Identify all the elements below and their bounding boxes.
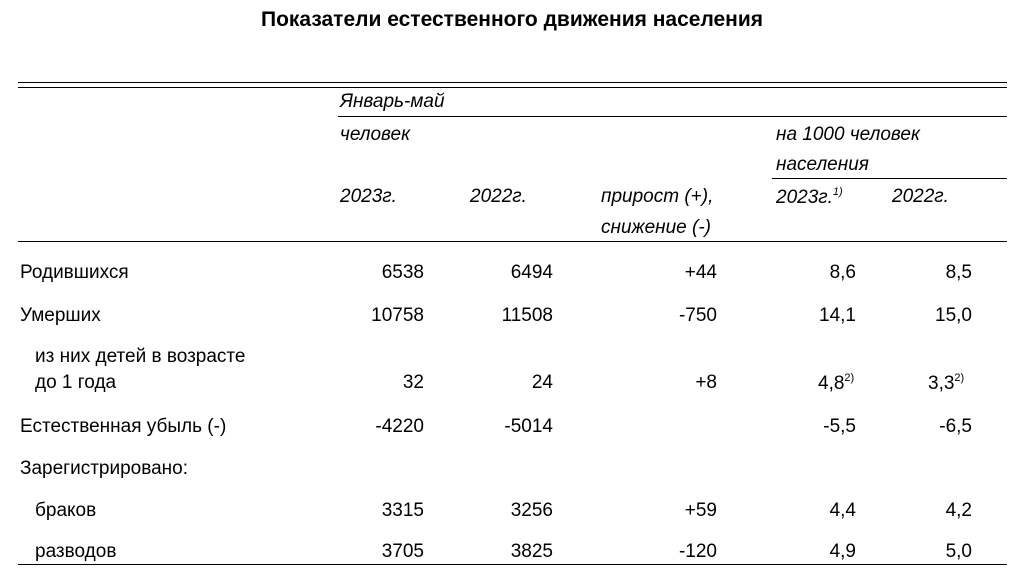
cell-v2023: -4220 bbox=[375, 416, 424, 437]
footnote-2-marker: 2) bbox=[954, 372, 965, 384]
cell-r2022: 5,0 bbox=[945, 541, 972, 562]
header-col-rate-2023: 2023г.$^{1)}$ bbox=[776, 186, 843, 208]
footnote-1-marker: 1) bbox=[832, 186, 843, 198]
cell-v2023: 10758 bbox=[371, 305, 424, 326]
cell-v2023: 6538 bbox=[381, 262, 424, 283]
cell-v2022: 24 bbox=[531, 372, 553, 393]
cell-v2023: 3705 bbox=[381, 541, 424, 562]
cell-change: +44 bbox=[684, 262, 717, 283]
cell-v2023: 3315 bbox=[381, 500, 424, 521]
cell-r2022: 15,0 bbox=[935, 305, 972, 326]
header-unit-per1000-1: на 1000 человек bbox=[776, 124, 920, 145]
cell-v2022: 3256 bbox=[510, 500, 553, 521]
top-double-rule bbox=[18, 82, 1007, 88]
section-label: Зарегистрировано: bbox=[20, 458, 189, 479]
header-col-rate-2022: 2022г. bbox=[892, 186, 949, 207]
cell-r2023: -5,5 bbox=[823, 416, 856, 437]
header-col-change-2: снижение (-) bbox=[601, 217, 712, 238]
header-col-2023: 2023г. bbox=[340, 186, 397, 207]
cell-change: +8 bbox=[695, 372, 717, 393]
row-label: браков bbox=[35, 500, 97, 521]
cell-v2023: 32 bbox=[402, 372, 424, 393]
period-rule bbox=[338, 116, 1007, 117]
row-label: Родившихся bbox=[20, 262, 129, 283]
cell-r2023: 4,4 bbox=[829, 500, 856, 521]
header-bottom-rule bbox=[18, 241, 1007, 242]
cell-r2023: 4,9 bbox=[829, 541, 856, 562]
header-col-2022: 2022г. bbox=[470, 186, 527, 207]
cell-change: -120 bbox=[678, 541, 717, 562]
header-col-change-1: прирост (+), bbox=[601, 186, 714, 207]
cell-change: +59 bbox=[684, 500, 717, 521]
row-label: Естественная убыль (-) bbox=[20, 416, 227, 437]
page-title: Показатели естественного движения населения bbox=[260, 8, 764, 31]
row-label-line2: до 1 года bbox=[35, 372, 117, 393]
footnote-2-marker: 2) bbox=[844, 372, 855, 384]
cell-r2022: 3,3$^{2)}$ bbox=[928, 372, 965, 394]
rate-rule bbox=[772, 178, 1007, 179]
cell-v2022: -5014 bbox=[504, 416, 553, 437]
row-label: Умерших bbox=[20, 305, 101, 326]
cell-v2022: 11508 bbox=[501, 305, 553, 326]
cell-r2023: 14,1 bbox=[819, 305, 856, 326]
cell-v2022: 3825 bbox=[510, 541, 553, 562]
cell-v2022: 6494 bbox=[510, 262, 553, 283]
cell-r2022: 4,2 bbox=[945, 500, 972, 521]
header-period: Январь-май bbox=[340, 91, 445, 112]
header-unit-people: человек bbox=[340, 124, 411, 145]
row-label: разводов bbox=[35, 541, 117, 562]
cell-r2023: 4,8$^{2)}$ bbox=[818, 372, 855, 394]
cell-change: -750 bbox=[678, 305, 717, 326]
cell-r2022: -6,5 bbox=[939, 416, 972, 437]
cell-r2023: 8,6 bbox=[829, 262, 856, 283]
row-label-line1: из них детей в возрасте bbox=[35, 346, 246, 367]
table-bottom-rule bbox=[18, 564, 1007, 565]
cell-r2022: 8,5 bbox=[945, 262, 972, 283]
header-unit-per1000-2: населения bbox=[776, 154, 869, 175]
